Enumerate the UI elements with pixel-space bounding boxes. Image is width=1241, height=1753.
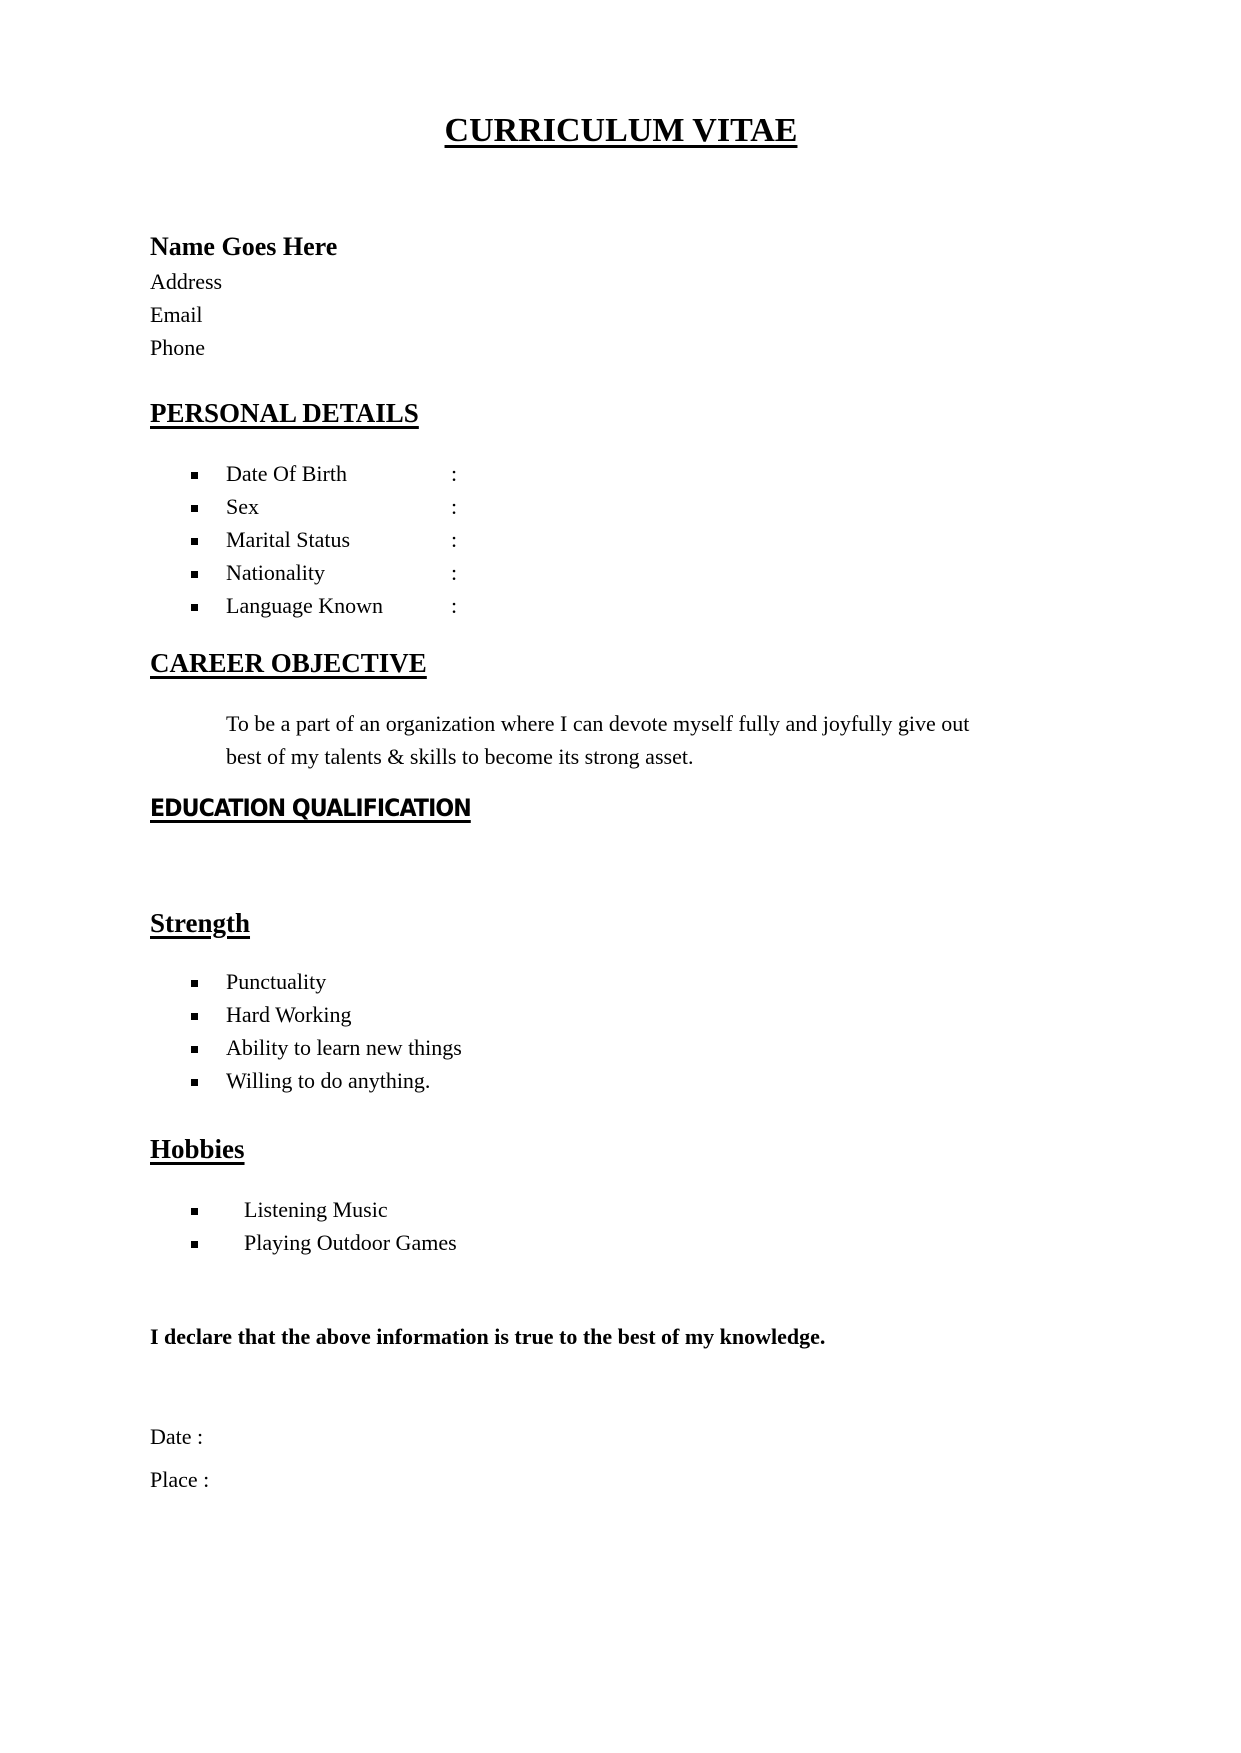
detail-label: Language Known	[226, 593, 384, 618]
square-bullet-icon	[191, 1241, 198, 1248]
page-title: CURRICULUM VITAE	[444, 112, 798, 149]
strength-item: Willing to do anything.	[226, 1068, 431, 1093]
detail-separator: :	[451, 527, 458, 552]
objective-line-2: best of my talents & skills to become its strong asset.	[226, 744, 694, 769]
hobby-item: Listening Music	[244, 1197, 388, 1222]
strength-item: Punctuality	[226, 969, 327, 994]
detail-label: Date Of Birth	[226, 461, 347, 486]
strength-item: Ability to learn new things	[226, 1035, 462, 1060]
place-label: Place :	[150, 1467, 210, 1492]
hobbies-heading: Hobbies	[150, 1134, 245, 1164]
declaration-text: I declare that the above information is true to the best of my knowledge.	[150, 1324, 826, 1349]
email-line: Email	[150, 302, 203, 327]
hobby-item: Playing Outdoor Games	[244, 1230, 457, 1255]
square-bullet-icon	[191, 1079, 198, 1086]
detail-separator: :	[451, 560, 458, 585]
strength-heading: Strength	[150, 908, 251, 938]
detail-label: Sex	[226, 494, 259, 519]
detail-separator: :	[451, 461, 458, 486]
detail-separator: :	[451, 494, 458, 519]
detail-separator: :	[451, 593, 458, 618]
square-bullet-icon	[191, 1046, 198, 1053]
square-bullet-icon	[191, 538, 198, 545]
square-bullet-icon	[191, 980, 198, 987]
education-heading: EDUCATION QUALIFICATION	[150, 794, 471, 822]
detail-label: Marital Status	[226, 527, 351, 552]
square-bullet-icon	[191, 1013, 198, 1020]
detail-label: Nationality	[226, 560, 325, 585]
square-bullet-icon	[191, 472, 198, 479]
date-label: Date :	[150, 1424, 204, 1449]
square-bullet-icon	[191, 604, 198, 611]
phone-line: Phone	[150, 335, 205, 360]
square-bullet-icon	[191, 571, 198, 578]
career-objective-heading: CAREER OBJECTIVE	[150, 648, 427, 678]
square-bullet-icon	[191, 1208, 198, 1215]
strength-item: Hard Working	[226, 1002, 352, 1027]
candidate-name: Name Goes Here	[150, 232, 338, 261]
objective-line-1: To be a part of an organization where I can devote myself fully and joyfully give out	[226, 711, 970, 736]
square-bullet-icon	[191, 505, 198, 512]
personal-details-heading: PERSONAL DETAILS	[150, 398, 419, 428]
address-line: Address	[150, 269, 223, 294]
